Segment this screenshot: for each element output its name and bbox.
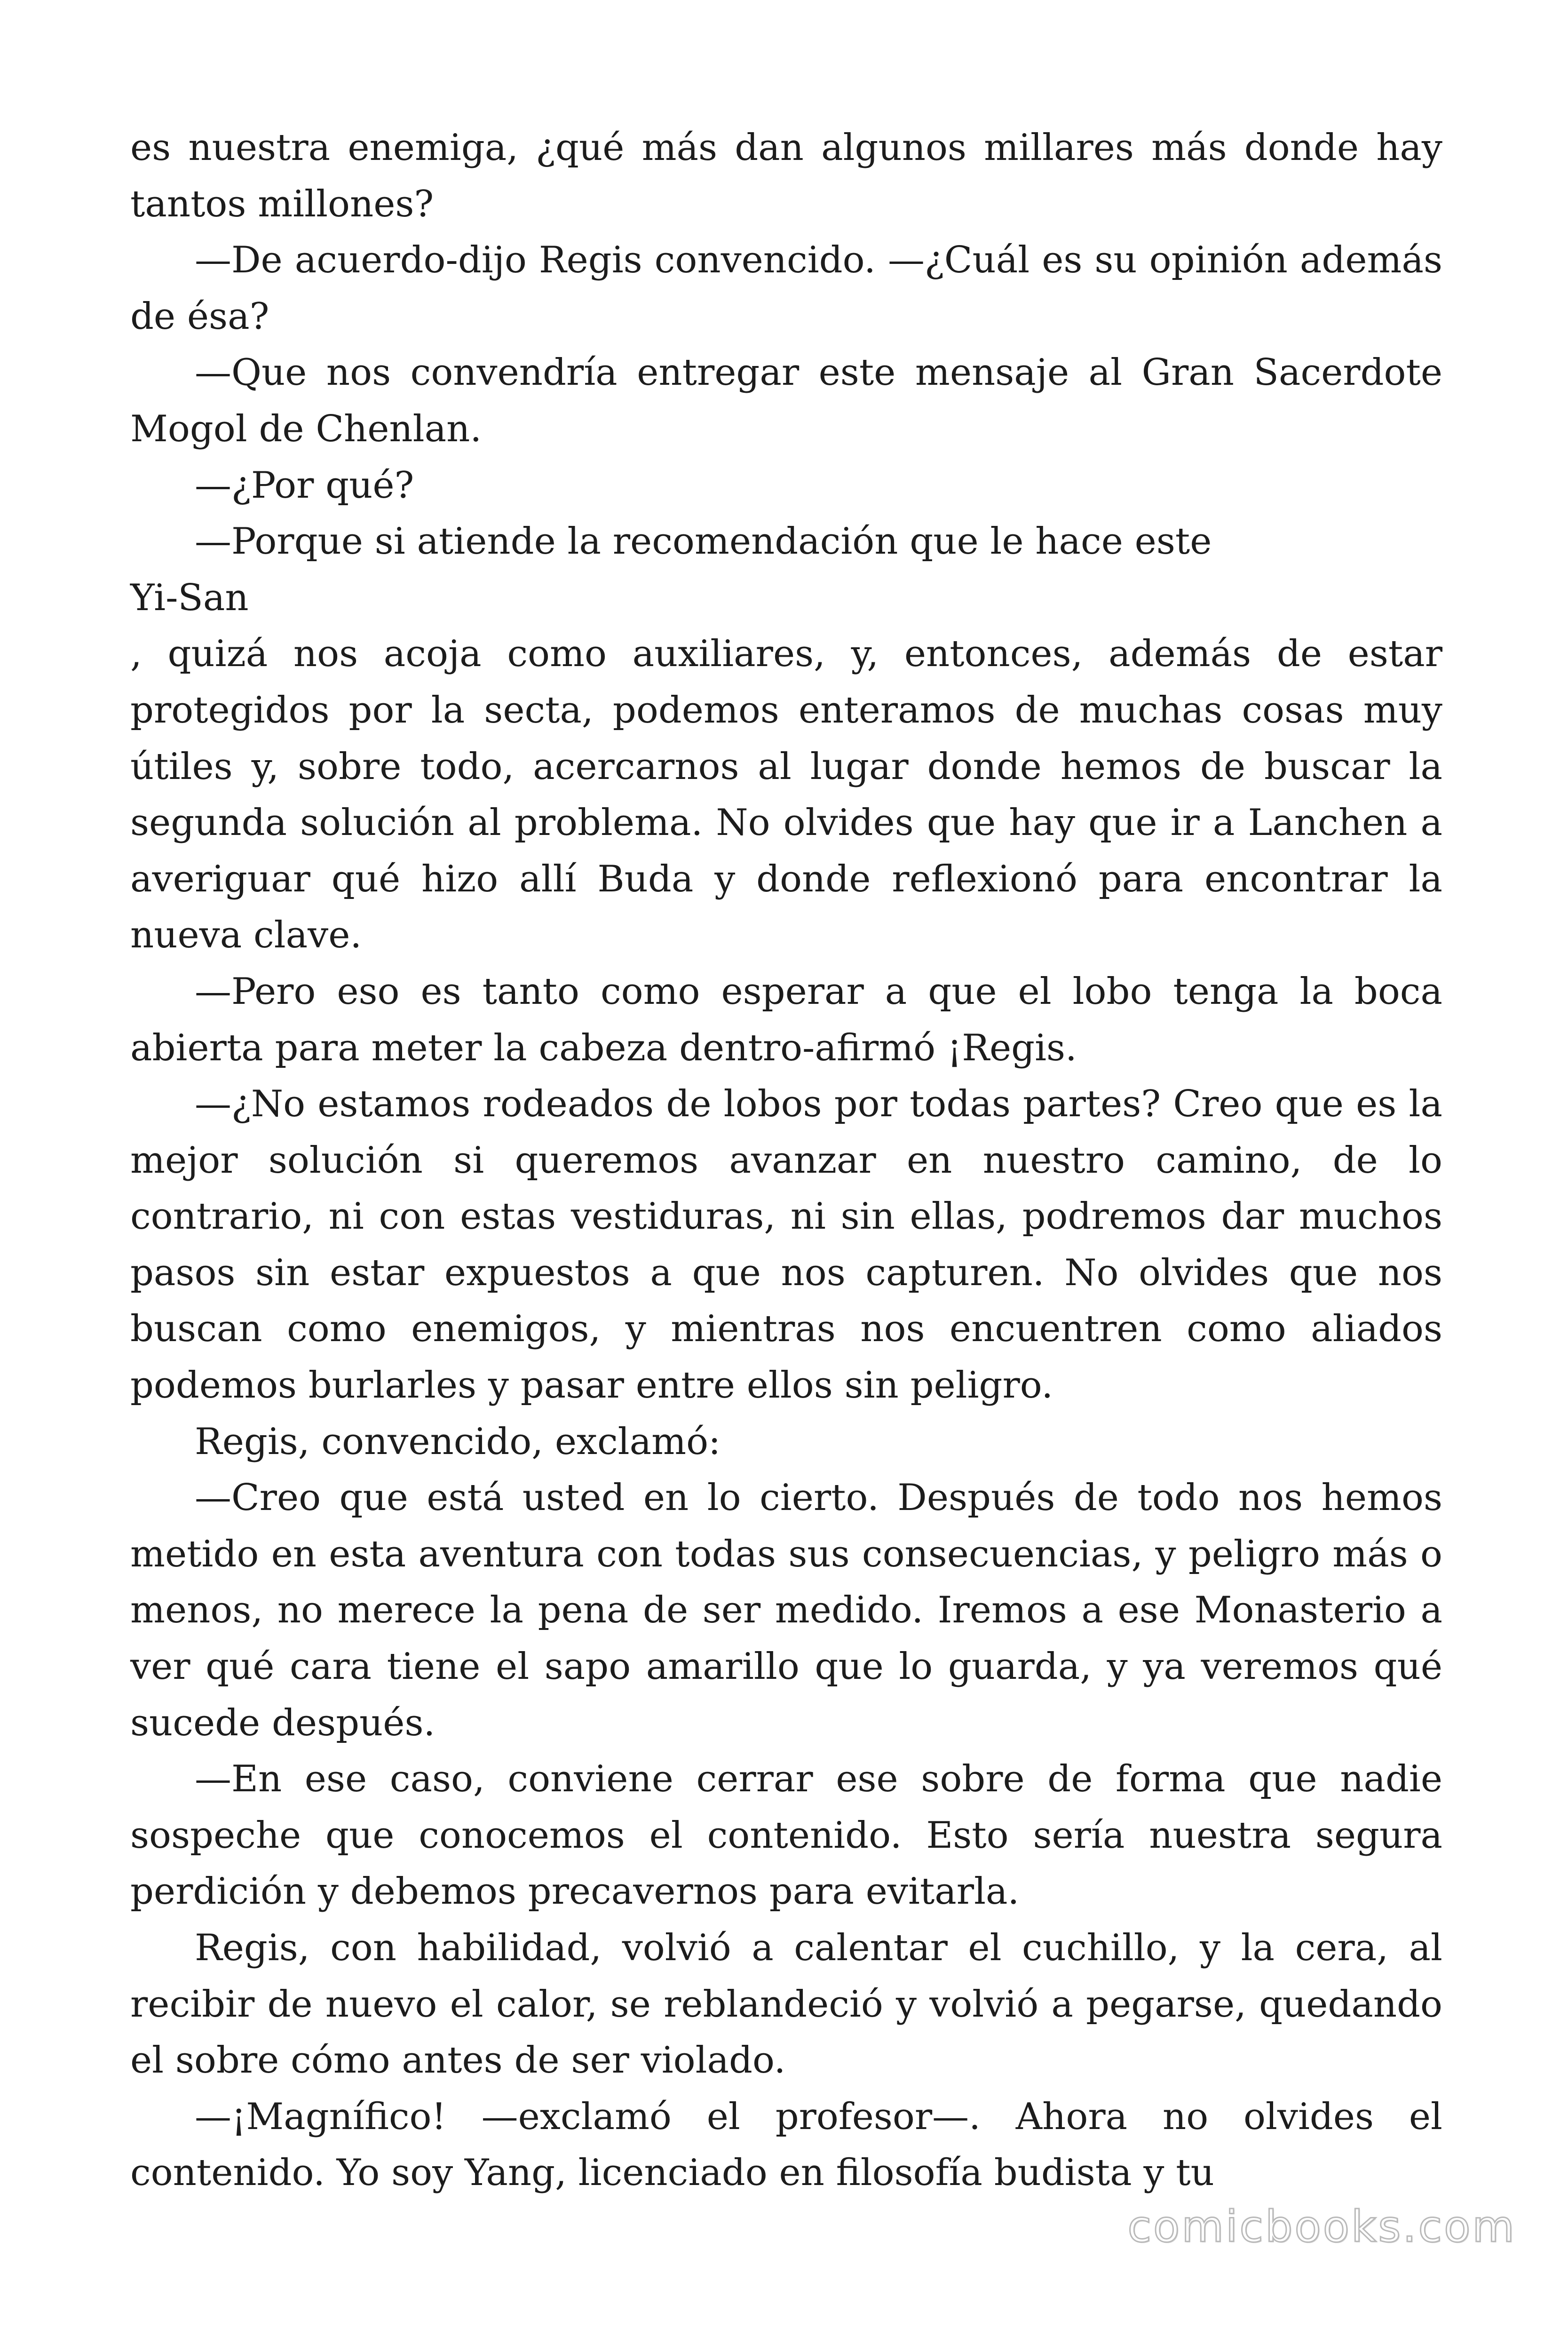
- paragraph: —¿No estamos rodeados de lobos por todas partes? Creo que es la mejor solución si queremos avanzar en nuestro camino, de lo contrario, ni con estas vestiduras, ni sin ellas, podremos dar muchos pasos sin estar expuestos a que nos capturen. No olvides que nos buscan como enemigos, y mientras nos encuentren como aliados podemos burlarles y pasar entre ellos sin peligro.: [130, 1083, 1442, 1407]
- watermark-logo: comicbooks.com: [1127, 2201, 1516, 2252]
- page-body: [130, 120, 1442, 2201]
- paragraph: —Que nos convendría entregar este mensaje al Gran Sacerdote Mogol de Chenlan.: [130, 351, 1442, 450]
- paragraph: —En ese caso, conviene cerrar ese sobre de forma que nadie sospeche que conocemos el contenido. Esto sería nuestra segura perdición y debemos precavernos para evitarla.: [130, 1758, 1442, 1913]
- paragraph: —¡Magnífico! —exclamó el profesor—. Ahora no olvides el contenido. Yo soy Yang, licenciado en filosofía budista y tu: [130, 2095, 1442, 2194]
- paragraph: —¿Por qué?: [195, 464, 414, 507]
- paragraph: Regis, con habilidad, volvió a calentar el cuchillo, y la cera, al recibir de nuevo el calor, se reblandeció y volvió a pegarse, quedando el sobre cómo antes de ser violado.: [130, 1927, 1442, 2082]
- paragraph: —De acuerdo-dijo Regis convencido. —¿Cuál es su opinión además de ésa?: [130, 239, 1442, 338]
- paragraph: Regis, convencido, exclamó:: [195, 1420, 721, 1463]
- paragraph: es nuestra enemiga, ¿qué más dan algunos millares más donde hay tantos millones?: [130, 127, 1442, 225]
- paragraph: —Porque si atiende la recomendación que le hace este: [195, 520, 1212, 563]
- paragraph: Yi-San: [130, 576, 249, 619]
- paragraph: —Pero eso es tanto como esperar a que el lobo tenga la boca abierta para meter la cabeza dentro-afirmó ¡Regis.: [130, 970, 1442, 1069]
- paragraph: , quizá nos acoja como auxiliares, y, entonces, además de estar protegidos por la secta, podemos enteramos de muchas cosas muy útiles y, sobre todo, acercarnos al lugar donde hemos de buscar la segunda solución al problema. No olvides que hay que ir a Lanchen a averiguar qué hizo allí Buda y donde reflexionó para encontrar la nueva clave.: [130, 633, 1442, 957]
- paragraph: —Creo que está usted en lo cierto. Después de todo nos hemos metido en esta aventura con todas sus consecuencias, y peligro más o menos, no merece la pena de ser medido. Iremos a ese Monasterio a ver qué cara tiene el sapo amarillo que lo guarda, y ya veremos qué sucede después.: [130, 1477, 1442, 1744]
